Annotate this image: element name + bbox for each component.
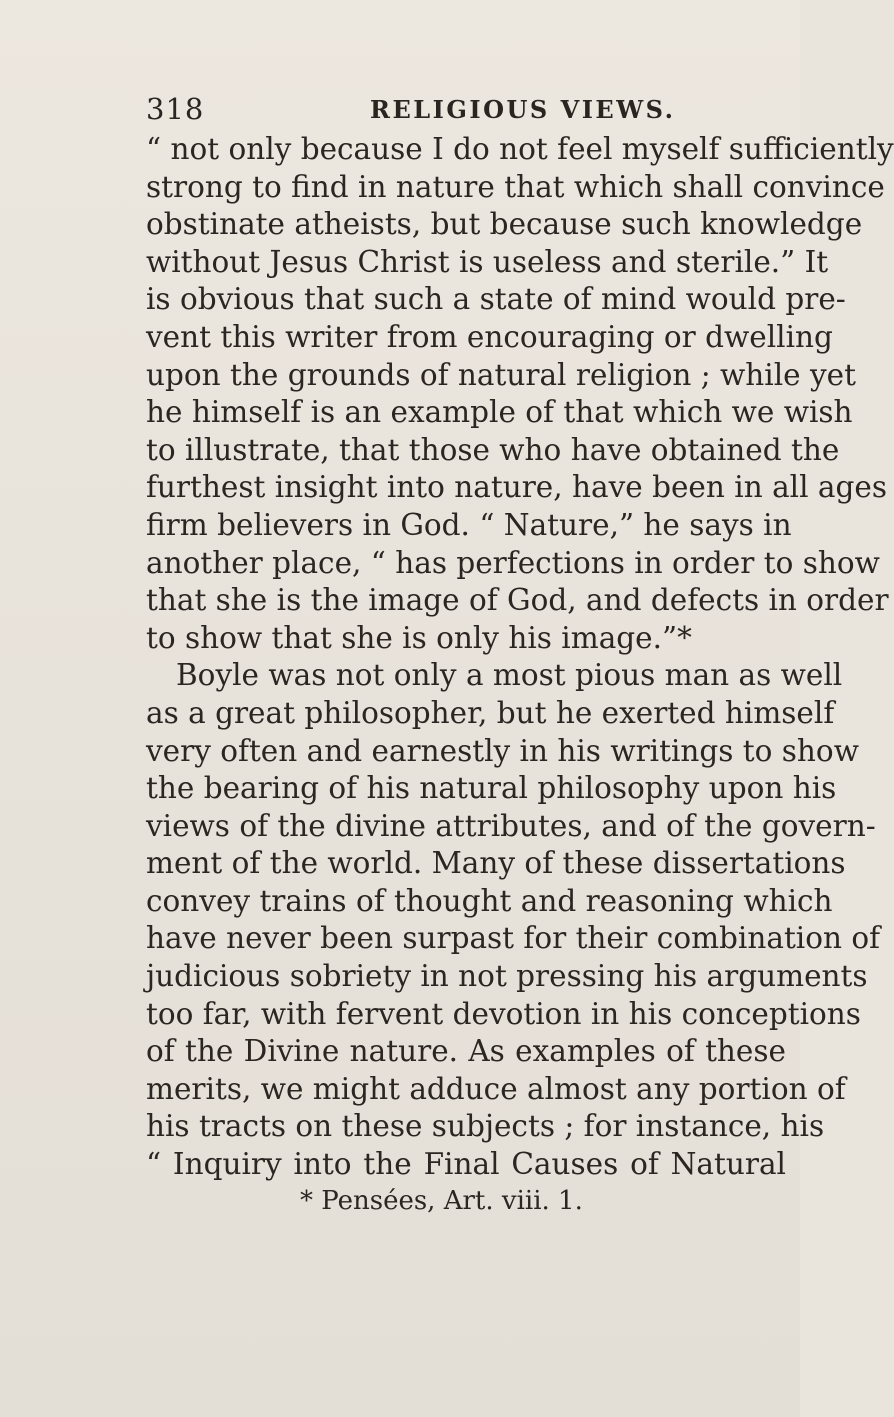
text-line: merits, we might adduce almost any portion of bbox=[146, 1071, 846, 1106]
text-line: views of the divine attributes, and of the govern- bbox=[146, 808, 876, 843]
text-line: upon the grounds of natural religion ; while yet bbox=[146, 357, 856, 392]
footnote: * Pensées, Art. viii. 1. bbox=[300, 1186, 583, 1216]
text-line: he himself is an example of that which we wish bbox=[146, 395, 853, 430]
text-line: that she is the image of God, and defects in order bbox=[146, 583, 889, 618]
text-line: have never been surpast for their combination of bbox=[146, 921, 881, 956]
text-line: judicious sobriety in not pressing his arguments bbox=[146, 959, 868, 994]
text-line: as a great philosopher, but he exerted himself bbox=[146, 695, 835, 730]
text-line: another place, “ has perfections in order to show bbox=[146, 545, 880, 580]
text-line: convey trains of thought and reasoning which bbox=[146, 883, 833, 918]
text-line: ment of the world. Many of these dissertations bbox=[146, 846, 846, 881]
paragraph-first-line: Boyle was not only a most pious man as well bbox=[176, 658, 843, 693]
text-line: vent this writer from encouraging or dwelling bbox=[146, 319, 833, 354]
text-line: without Jesus Christ is useless and sterile.” It bbox=[146, 244, 829, 279]
text-line: furthest insight into nature, have been in all ages bbox=[146, 470, 887, 505]
text-line: very often and earnestly in his writings to show bbox=[146, 733, 859, 768]
text-line: to show that she is only his image.”* bbox=[146, 620, 692, 655]
text-line: of the Divine nature. As examples of these bbox=[146, 1034, 786, 1069]
page-number: 318 bbox=[146, 92, 205, 126]
text-line: “ not only because I do not feel myself sufficiently bbox=[146, 132, 894, 166]
body-text bbox=[146, 131, 894, 1184]
text-line: obstinate atheists, but because such knowledge bbox=[146, 207, 863, 242]
text-line: firm believers in God. “ Nature,” he says in bbox=[146, 507, 792, 542]
text-line: to illustrate, that those who have obtained the bbox=[146, 432, 840, 467]
text-line: the bearing of his natural philosophy upon his bbox=[146, 771, 837, 806]
text-line: is obvious that such a state of mind would pre- bbox=[146, 282, 846, 317]
text-line: strong to find in nature that which shall convince bbox=[146, 169, 885, 204]
running-head bbox=[146, 92, 786, 132]
text-line: “ Inquiry into the Final Causes of Natural bbox=[146, 1147, 786, 1182]
text-line: his tracts on these subjects ; for instance, his bbox=[146, 1109, 825, 1144]
text-line: too far, with fervent devotion in his conceptions bbox=[146, 996, 861, 1031]
running-title: RELIGIOUS VIEWS. bbox=[370, 95, 676, 124]
